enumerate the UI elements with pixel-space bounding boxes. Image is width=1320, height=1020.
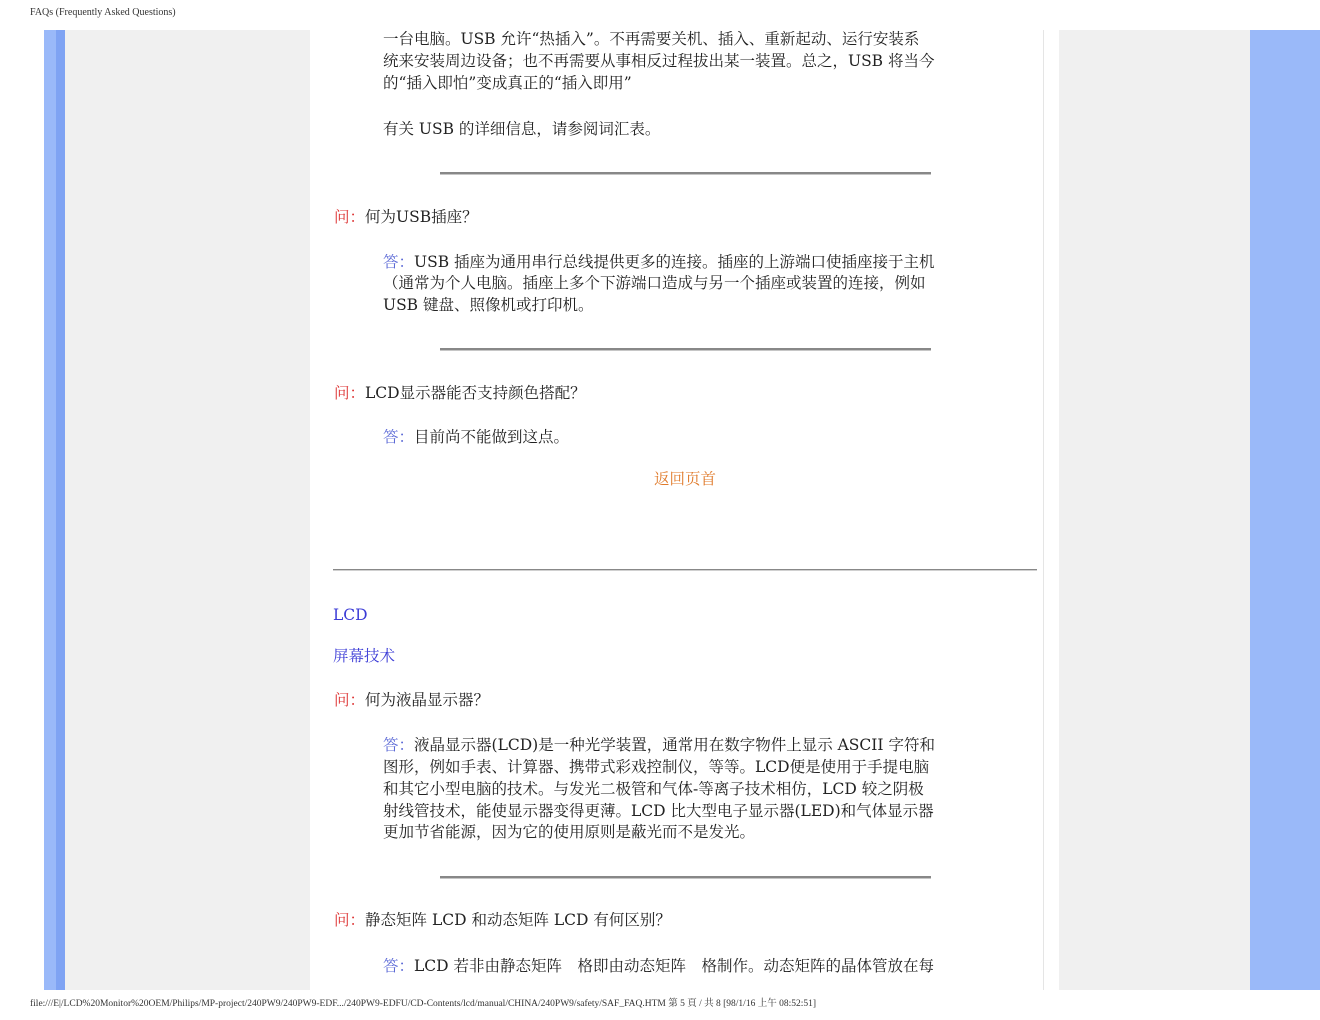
answer-text: 液晶显示器(LCD)是一种光学装置，通常用在数字物件上显示 ASCII 字符和	[414, 736, 935, 754]
question-label: 问：	[334, 384, 366, 402]
question-text: 何为USB插座？	[365, 208, 478, 226]
usb-glossary-note: 有关 USB 的详细信息，请参阅词汇表。	[383, 120, 661, 138]
question-text: 何为液晶显示器？	[365, 691, 490, 709]
section-title-screen-tech: 屏幕技术	[333, 647, 396, 665]
question-line	[334, 690, 489, 712]
back-to-top-link[interactable]: 返回页首	[654, 470, 717, 488]
answer-label: 答：	[383, 428, 415, 446]
question-label: 问：	[334, 691, 366, 709]
answer-line-3: 和其它小型电脑的技术。与发光二极管和气体-等离子技术相仿，LCD 较之阴极	[383, 780, 924, 798]
left-gray-panel	[65, 30, 310, 990]
usb-intro-line-3: 的“插入即怕”变成真正的“插入即用”	[383, 74, 632, 92]
answer-line-3: USB 键盘、照像机或打印机。	[383, 296, 594, 314]
answer-line-1	[383, 956, 934, 978]
answer-label: 答：	[383, 253, 415, 271]
page-footer-path: file:///E|/LCD%20Monitor%20OEM/Philips/MP-project/240PW9/240PW9-EDF.../240PW9-EDFU/CD-Contents/lcd/manual/CHINA/240PW9/safety/SAF_FAQ.HTM 第 5 頁 / 共 8 [98/1/16 上午 08:52:51]	[30, 999, 817, 1009]
question-line	[334, 910, 671, 932]
usb-intro-line-2: 统来安装周边设备；也不再需要从事相反过程拔出某一装置。总之，USB 将当今	[383, 52, 935, 70]
question-label: 问：	[334, 911, 366, 929]
answer-line-4: 射线管技术，能使显示器变得更薄。LCD 比大型电子显示器(LED)和气体显示器	[383, 802, 934, 820]
divider	[440, 172, 931, 175]
left-blue-stripe	[56, 30, 65, 990]
section-title-lcd: LCD	[333, 606, 368, 624]
usb-intro-line-1: 一台电脑。USB 允许“热插入”。不再需要关机、插入、重新起动、运行安装系	[383, 30, 920, 48]
divider	[440, 876, 931, 879]
right-blue-border	[1250, 30, 1320, 990]
answer-line-1	[383, 427, 569, 449]
answer-line-1	[383, 252, 935, 274]
page-header-title: FAQs (Frequently Asked Questions)	[30, 7, 176, 18]
answer-line-2: 图形，例如手表、计算器、携带式彩戏控制仪，等等。LCD便是使用于手提电脑	[383, 758, 930, 776]
answer-line-5: 更加节省能源，因为它的使用原则是蔽光而不是发光。	[383, 823, 756, 841]
answer-label: 答：	[383, 736, 415, 754]
answer-text: 目前尚不能做到这点。	[414, 428, 570, 446]
question-text: LCD显示器能否支持颜色搭配？	[365, 384, 586, 402]
answer-line-1	[383, 735, 935, 757]
question-text: 静态矩阵 LCD 和动态矩阵 LCD 有何区别？	[365, 911, 671, 929]
section-divider	[333, 569, 1037, 571]
answer-label: 答：	[383, 957, 415, 975]
answer-text: LCD 若非由静态矩阵 格即由动态矩阵 格制作。动态矩阵的晶体管放在每	[414, 957, 935, 975]
content-edge	[1043, 30, 1060, 990]
question-label: 问：	[334, 208, 366, 226]
answer-line-2: （通常为个人电脑。插座上多个下游端口造成与另一个插座或装置的连接，例如	[383, 274, 926, 292]
right-gray-panel	[1059, 30, 1250, 990]
question-line	[334, 383, 586, 405]
divider	[440, 348, 931, 351]
question-line	[334, 207, 478, 229]
answer-text: USB 插座为通用串行总线提供更多的连接。插座的上游端口使插座接于主机	[414, 253, 935, 271]
